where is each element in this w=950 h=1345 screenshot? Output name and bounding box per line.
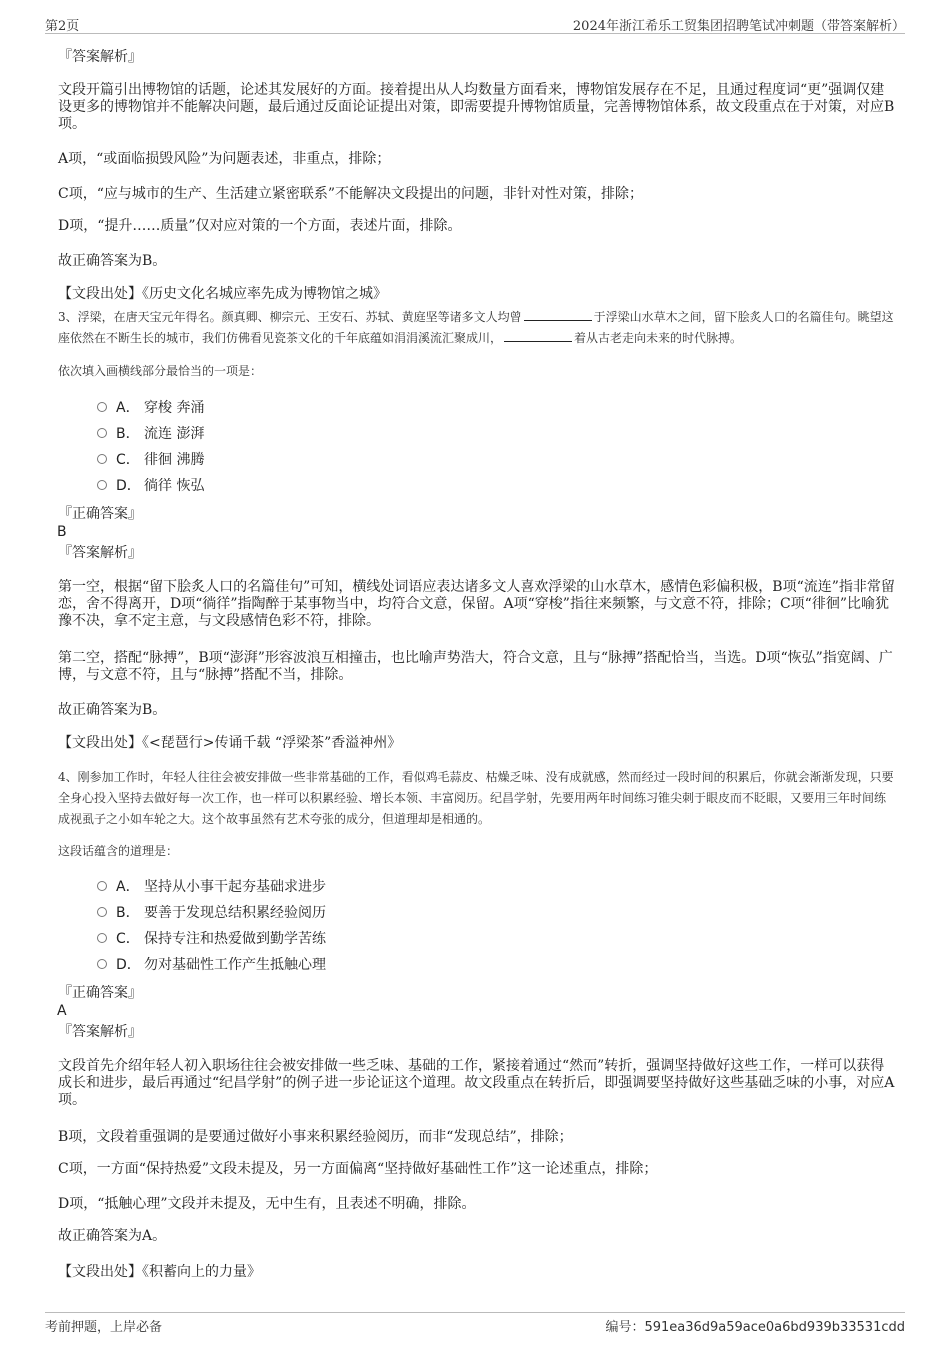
analysis-paragraph: C项，一方面“保持热爱”文段未提及，另一方面偏离“坚持做好基础性工作”这一论述重点，排除；: [58, 1161, 658, 1177]
source-citation: 【文段出处】《历史文化名城应率先成为博物馆之城》: [58, 286, 387, 302]
correct-answer: A: [57, 1003, 67, 1019]
question-stem-text: 于浮梁山水草木之间，留下脍炙人口的名篇佳句。眺望这座依然在不断生长的城市，我们仿佛看见瓷茶文化的千年底蕴如涓涓溪流汇聚成川，: [58, 310, 894, 345]
radio-icon[interactable]: [97, 881, 107, 891]
analysis-tag: 『答案解析』: [58, 545, 142, 561]
option-c[interactable]: C． 保持专注和热爱做到勤学苦练: [97, 930, 326, 948]
question-3-stem: [58, 307, 896, 349]
page-number: 第2页: [45, 19, 80, 34]
document-title: 2024年浙江希乐工贸集团招聘笔试冲刺题（带答案解析）: [572, 19, 905, 34]
document-id: [605, 1316, 905, 1335]
option-a[interactable]: A． 穿梭 奔涌: [97, 399, 204, 417]
analysis-paragraph: 文段首先介绍年轻人初入职场往往会被安排做一些乏味、基础的工作，紧接着通过“然而”转折，强调坚持做好这些工作，一样可以获得成长和进步，最后再通过“纪昌学射”的例子进一步论证这个道理。故文段重点在转折后，即强调要坚持做好这些基础乏味的小事，对应A项。: [58, 1058, 895, 1108]
page-header: [45, 13, 905, 34]
analysis-paragraph: 第一空，根据“留下脍炙人口的名篇佳句”可知，横线处词语应表达诸多文人喜欢浮梁的山水草木，感情色彩偏积极，B项“流连”指非常留恋，舍不得离开，D项“徜徉”指陶醉于某事物当中，均符合文意，保留。A项“穿梭”指往来频繁，与文意不符，排除；C项“徘徊”比喻犹豫不决，拿不定主意，与文段感情色彩不符，排除。: [58, 579, 895, 629]
page-footer: [45, 1312, 905, 1335]
radio-icon[interactable]: [97, 907, 107, 917]
question-4-stem: 4、刚参加工作时，年轻人往往会被安排做一些非常基础的工作，看似鸡毛蒜皮、枯燥乏味、没有成就感，然而经过一段时间的积累后，你就会渐渐发现，只要全身心投入坚持去做好每一次工作，也一样可以积累经验、增长本领、丰富阅历。纪昌学射，先要用两年时间练习锥尖刺于眼皮而不眨眼，又要用三年时间练成视虱子之小如车轮之大。这个故事虽然有艺术夸张的成分，但道理却是相通的。: [58, 770, 894, 826]
analysis-tag: 『答案解析』: [58, 1024, 142, 1040]
source-citation: 【文段出处】《积蓄向上的力量》: [58, 1264, 261, 1280]
document-id-code: 591ea36d9a59ace0a6bd939b33531cdd: [644, 1320, 905, 1335]
analysis-paragraph: 文段开篇引出博物馆的话题，论述其发展好的方面。接着提出从人均数量方面看来，博物馆发展存在不足，且通过程度词“更”强调仅建设更多的博物馆并不能解决问题，最后通过反面论证提出对策，即需要提升博物馆质量，完善博物馆体系，故文段重点在于对策，对应B项。: [58, 82, 895, 132]
analysis-paragraph: C项，“应与城市的生产、生活建立紧密联系”不能解决文段提出的问题，非针对性对策，排除；: [58, 186, 644, 202]
option-c[interactable]: C． 徘徊 沸腾: [97, 451, 204, 469]
question-stem-text: 3、浮梁，在唐天宝元年得名。颜真卿、柳宗元、王安石、苏轼、黄庭坚等诸多文人均曾: [58, 310, 522, 324]
fill-blank: [524, 308, 592, 321]
radio-icon[interactable]: [97, 959, 107, 969]
source-citation: 【文段出处】《<琵琶行>传诵千载 “浮梁茶”香溢神州》: [58, 735, 402, 751]
answer-tag: 『正确答案』: [58, 985, 142, 1001]
analysis-paragraph: A项，“或面临损毁风险”为问题表述，非重点，排除；: [58, 151, 391, 167]
radio-icon[interactable]: [97, 454, 107, 464]
document-id-label: 编号：: [605, 1320, 645, 1335]
radio-icon[interactable]: [97, 428, 107, 438]
analysis-paragraph: B项，文段着重强调的是要通过做好小事来积累经验阅历，而非“发现总结”，排除；: [58, 1129, 573, 1145]
question-prompt: 依次填入画横线部分最恰当的一项是：: [58, 364, 263, 378]
analysis-tag: 『答案解析』: [58, 49, 142, 65]
analysis-paragraph: D项，“抵触心理”文段并未提及，无中生有，且表述不明确，排除。: [58, 1196, 476, 1212]
option-a[interactable]: A． 坚持从小事干起夯基础求进步: [97, 878, 326, 896]
question-prompt: 这段话蕴含的道理是：: [58, 844, 179, 858]
conclusion: 故正确答案为B。: [58, 253, 167, 269]
question-stem-text: 着从古老走向未来的时代脉搏。: [574, 331, 743, 345]
footer-slogan: 考前押题，上岸必备: [45, 1320, 163, 1335]
conclusion: 故正确答案为A。: [58, 1228, 167, 1244]
correct-answer: B: [57, 524, 67, 540]
option-d[interactable]: D． 勿对基础性工作产生抵触心理: [97, 956, 326, 974]
option-b[interactable]: B． 流连 澎湃: [97, 425, 204, 443]
option-d[interactable]: D． 徜徉 恢弘: [97, 477, 204, 495]
analysis-paragraph: 第二空，搭配“脉搏”，B项“澎湃”形容波浪互相撞击，也比喻声势浩大，符合文意，且与“脉搏”搭配恰当，当选。D项“恢弘”指宽阔、广博，与文意不符，且与“脉搏”搭配不当，排除。: [58, 650, 893, 683]
analysis-paragraph: D项，“提升……质量”仅对应对策的一个方面，表述片面，排除。: [58, 218, 462, 234]
option-b[interactable]: B． 要善于发现总结积累经验阅历: [97, 904, 326, 922]
conclusion: 故正确答案为B。: [58, 702, 167, 718]
fill-blank: [504, 329, 572, 342]
radio-icon[interactable]: [97, 480, 107, 490]
radio-icon[interactable]: [97, 933, 107, 943]
radio-icon[interactable]: [97, 402, 107, 412]
answer-tag: 『正确答案』: [58, 506, 142, 522]
